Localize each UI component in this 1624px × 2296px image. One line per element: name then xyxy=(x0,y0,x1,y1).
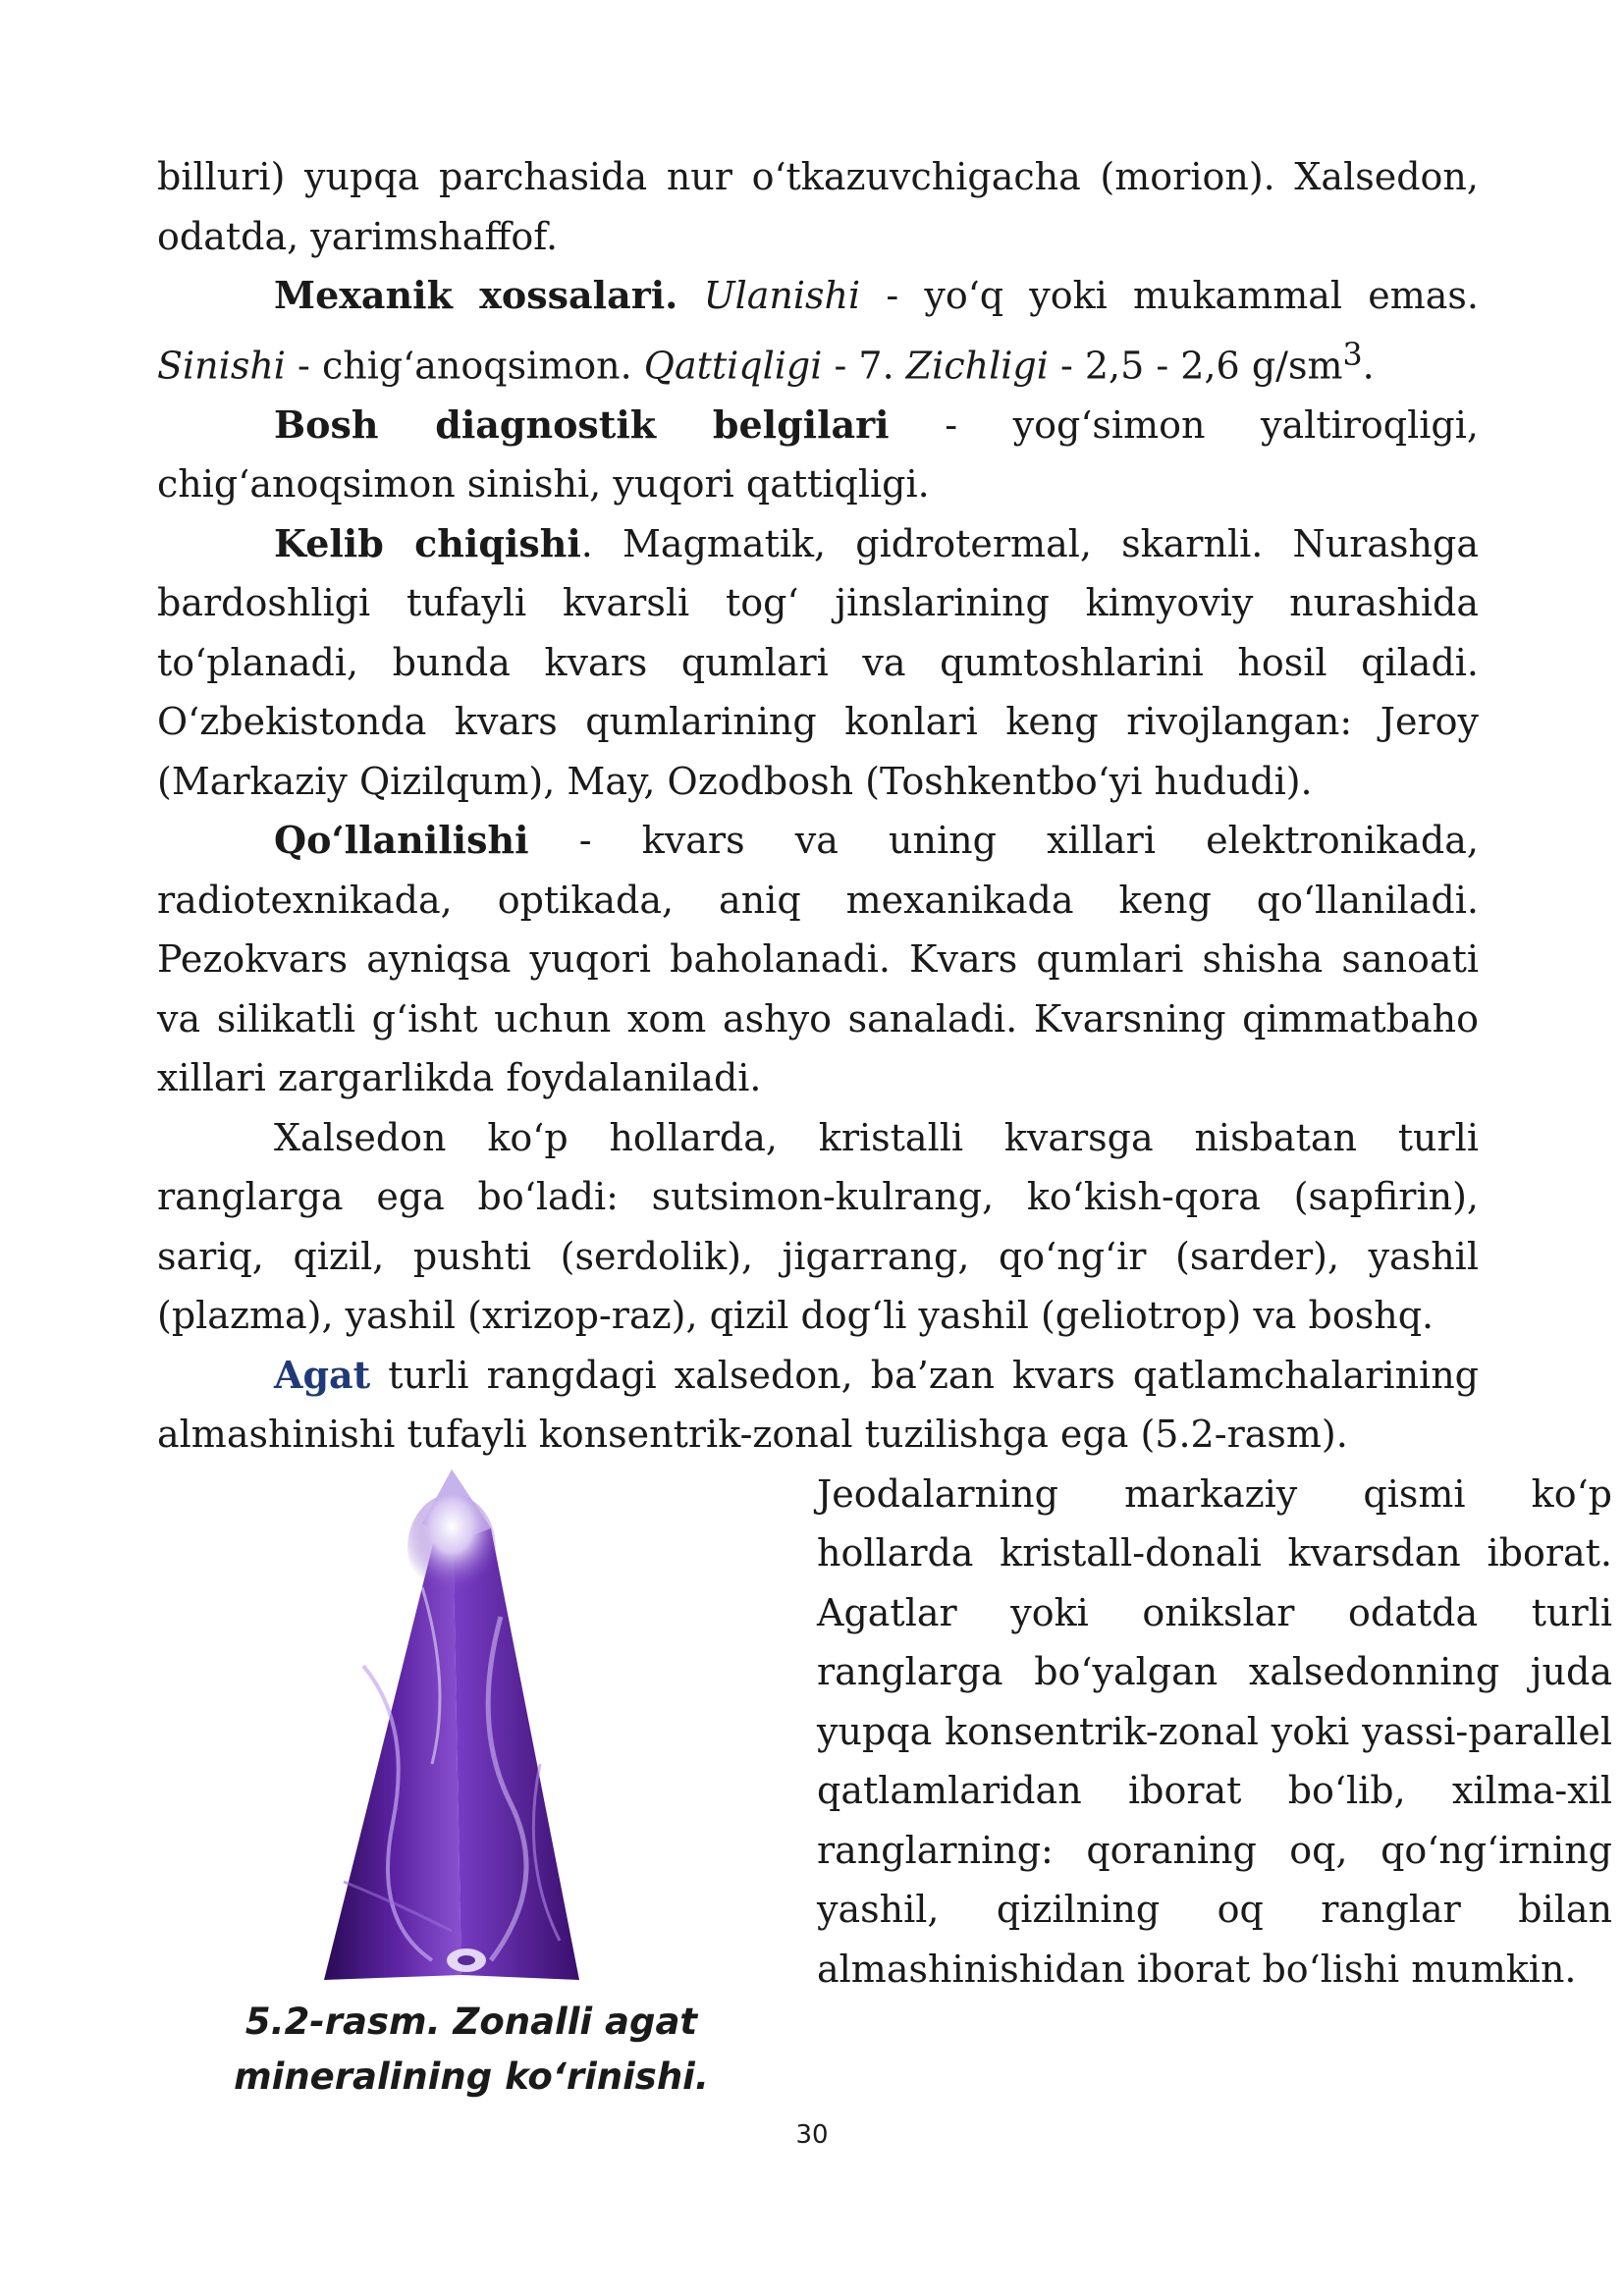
paragraph-1: billuri) yupqa parchasida nur o‘tkazuvchigacha (morion). Xalsedon, odatda, yarimshaffof. xyxy=(157,155,1479,258)
superscript-3: 3 xyxy=(1342,337,1363,373)
label-hardness: Qattiqligi xyxy=(643,344,823,388)
heading-diagnostic: Bosh diagnostik belgilari xyxy=(274,401,890,447)
paragraph-geodes: Jeodalarning markaziy qismi ko‘p hollarda kristall-donali kvarsdan iborat. Agatlar yoki onikslar odatda turli ranglarga bo‘yalgan xalsedonning juda yupqa konsentrik-zonal yoki yassi-parallel qatlamlaridan iborat bo‘lib, xilma-xil ranglarning: qoraning oq, qo‘ng‘irning yashil, qizilning oq ranglar bilan almashinishidan iborat bo‘lishi mumkin. xyxy=(817,1471,1612,1991)
figure xyxy=(157,1465,785,2098)
paragraph-usage xyxy=(157,811,1479,1108)
label-cleavage: Ulanishi xyxy=(703,274,861,317)
paragraph-diagnostic xyxy=(157,396,1479,514)
text-density: - 2,5 - 2,6 g/sm xyxy=(1048,344,1343,388)
paragraph-agate xyxy=(157,1346,1479,1465)
text-agate: turli rangdagi xalsedon, ba’zan kvars qatlamchalarining almashinishi tufayli konsentrik-zonal tuzilishga ega (5.2-rasm). xyxy=(157,1353,1479,1457)
paragraph-chalcedony: Xalsedon ko‘p hollarda, kristalli kvarsga nisbatan turli ranglarga ega bo‘ladi: sutsimon-kulrang, ko‘kish-qora (sapfirin), sariq, qizil, pushti (serdolik), jigarrang, qo‘ng‘ir (sarder), yashil (plazma), yashil (xrizop-raz), qizil dog‘li yashil (geliotrop) va boshq. xyxy=(157,1115,1479,1338)
label-fracture: Sinishi xyxy=(157,344,286,388)
text-origin: . Magmatik, gidrotermal, skarnli. Nurashga bardoshligi tufayli kvarsli tog‘ jinslarining kimyoviy nurashida to‘planadi, bunda kvars qumlari va qumtoshlarini hosil qiladi. O‘zbekistonda kvars qumlarining konlari keng rivojlangan: Jeroy (Markaziy Qizilqum), May, Ozodbosh (Toshkentbo‘yi hududi). xyxy=(157,521,1479,803)
figure-caption: 5.2-rasm. Zonalli agat mineralining ko‘rinishi. xyxy=(234,2000,709,2098)
text-cleavage: - yo‘q yoki mukammal emas. xyxy=(860,274,1479,317)
agate-obelisk-image xyxy=(304,1469,599,1990)
term-agat: Agat xyxy=(274,1352,371,1397)
figure-and-text xyxy=(157,1465,1612,2098)
page-number: 30 xyxy=(795,2120,829,2150)
label-density: Zichligi xyxy=(905,344,1049,388)
paragraph-origin xyxy=(157,514,1479,812)
paragraph-mechanical xyxy=(157,266,1479,396)
heading-usage: Qo‘llanilishi xyxy=(274,818,529,863)
text-usage: - kvars va uning xillari elektronikada, radiotexnikada, optikada, aniq mexanikada keng qo‘llaniladi. Pezokvars ayniqsa yuqori baholanadi. Kvars qumlari shisha sanoati va silikatli g‘isht uchun xom ashyo sanaladi. Kvarsning qimmatbaho xillari zargarlikda foydalaniladi. xyxy=(157,819,1479,1100)
heading-origin: Kelib chiqishi xyxy=(274,520,581,565)
page-body xyxy=(157,147,1612,2098)
text-hardness: - 7. xyxy=(822,344,906,388)
text-diagnostic: - yog‘simon yaltiroqligi, chig‘anoqsimon sinishi, yuqori qattiqligi. xyxy=(157,402,1479,507)
text-period: . xyxy=(1362,344,1375,388)
text-fracture: - chig‘anoqsimon. xyxy=(285,344,644,388)
heading-mechanical: Mexanik xossalari. xyxy=(274,273,678,317)
